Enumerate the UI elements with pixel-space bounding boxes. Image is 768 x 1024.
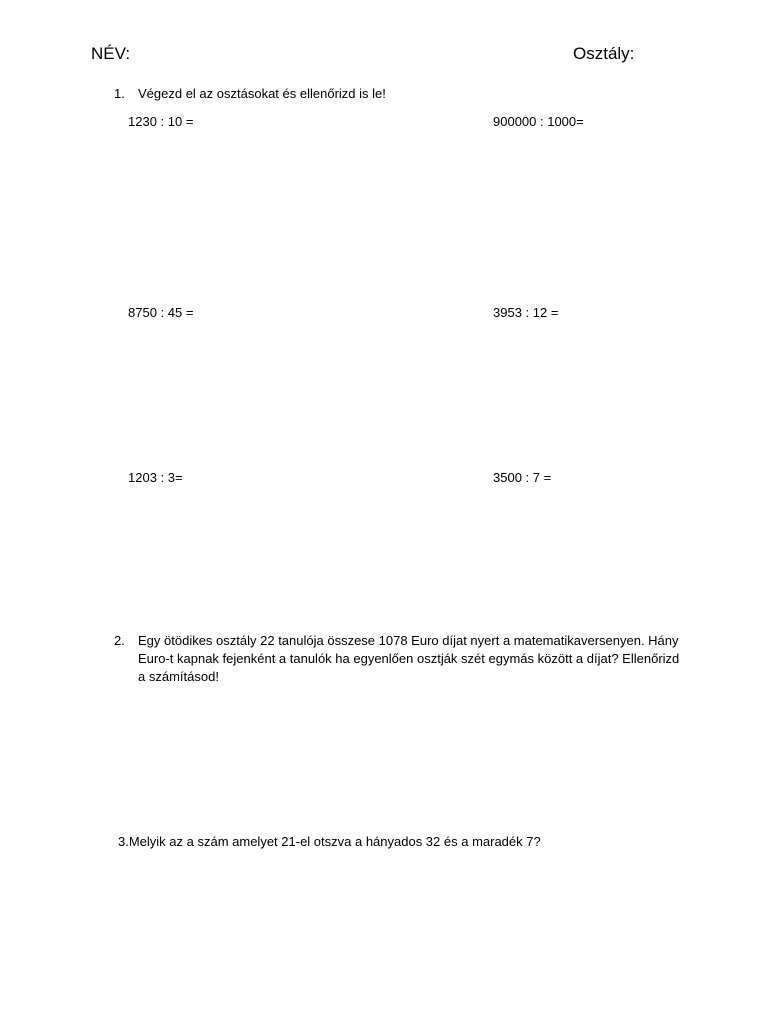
task-2-text-line: Egy ötödikes osztály 22 tanulója összese 1078 Euro díjat nyert a matematikaversenyen. Hány (138, 633, 679, 648)
division-problem: 8750 : 45 = (128, 305, 194, 320)
class-label: Osztály: (573, 44, 635, 63)
task-2-number: 2. (114, 633, 125, 648)
division-problem: 3953 : 12 = (493, 305, 559, 320)
division-problem: 3500 : 7 = (493, 470, 552, 485)
task-1-number: 1. (114, 86, 125, 101)
name-label: NÉV: (91, 44, 131, 63)
task-3-text: 3.Melyik az a szám amelyet 21-el otszva a hányados 32 és a maradék 7? (118, 834, 541, 849)
task-2-text-line: a számításod! (138, 669, 219, 684)
division-problem: 1203 : 3= (128, 470, 183, 485)
task-1-instruction: Végezd el az osztásokat és ellenőrizd is le! (138, 86, 386, 101)
task-2-text-line: Euro-t kapnak fejenként a tanulók ha egyenlően osztják szét egymás között a díjat? Ellenőrizd (138, 651, 680, 666)
division-problem: 900000 : 1000= (493, 114, 584, 129)
division-problem: 1230 : 10 = (128, 114, 194, 129)
